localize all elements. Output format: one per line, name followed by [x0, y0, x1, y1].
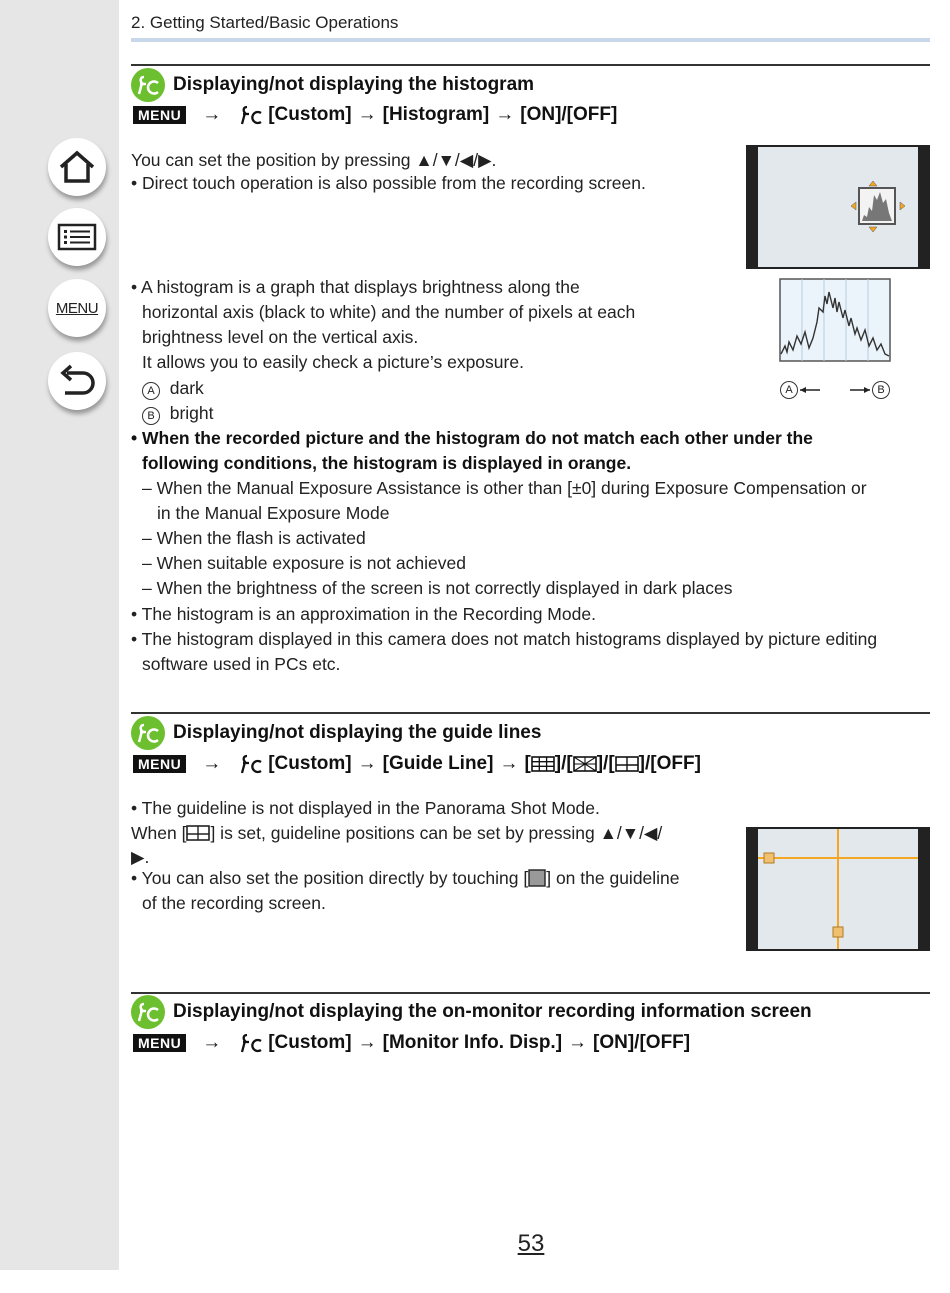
menu-badge: MENU: [133, 1034, 186, 1052]
bullet: • A histogram is a graph that displays brightness along the: [131, 277, 580, 297]
list-icon: [57, 223, 97, 251]
histogram-graph-illustration: [779, 278, 891, 364]
bullet: • Direct touch operation is also possible from the recording screen.: [131, 173, 646, 193]
section-title: Displaying/not displaying the guide lines: [173, 722, 542, 743]
axis-label-b: B: [872, 381, 890, 399]
gray-square-icon: [528, 869, 546, 887]
section-divider: [131, 64, 930, 66]
grid-diagonal-icon: [573, 756, 597, 772]
guide-menu-path: MENU → [Custom] → [Guide Line] → [ ]/[ ]/[ ] /[OFF]: [133, 753, 701, 775]
paragraph: When [ ] is set, guideline positions can be set by pressing ▲/▼/◀/: [131, 823, 663, 843]
paragraph: You can set the position by pressing ▲/▼/◀/▶.: [131, 150, 497, 170]
custom-icon: [239, 105, 263, 125]
contents-button[interactable]: [48, 208, 106, 266]
custom-icon: [239, 1033, 263, 1053]
custom-icon: [239, 754, 263, 774]
text-line: in the Manual Exposure Mode: [157, 503, 390, 523]
condition-item: – When suitable exposure is not achieved: [142, 553, 466, 573]
page-bottom-margin: [0, 1270, 950, 1293]
menu-label: MENU: [55, 299, 99, 317]
page-title: Displaying/not displaying the histogram: [173, 74, 535, 95]
histogram-section-title: [131, 68, 534, 102]
bullet: • You can also set the position directly by touching [ ] on the guideline: [131, 868, 680, 888]
monitor-section-title: [131, 995, 812, 1029]
text-line: software used in PCs etc.: [142, 654, 341, 674]
text-line: brightness level on the vertical axis.: [142, 327, 419, 347]
grid-3x3-icon: [531, 756, 555, 772]
condition-item: – When the flash is activated: [142, 528, 366, 548]
bullet: • The histogram displayed in this camera does not match histograms displayed by picture editing: [131, 629, 878, 649]
bullet: • The guideline is not displayed in the Panorama Shot Mode.: [131, 798, 600, 818]
histogram-menu-path: MENU → [Custom] → [Histogram] → [ON]/[OFF]: [133, 104, 617, 126]
menu-button[interactable]: [48, 279, 106, 337]
custom-menu-icon: [131, 995, 165, 1029]
guideline-illustration: [746, 827, 930, 951]
text-line: It allows you to easily check a picture’s exposure.: [142, 352, 524, 372]
legend-dark: A dark: [142, 376, 204, 401]
legend-bright: B bright: [142, 401, 214, 426]
home-button[interactable]: [48, 138, 106, 196]
section-divider: [131, 992, 930, 994]
custom-menu-icon: [131, 716, 165, 750]
home-icon: [57, 149, 97, 185]
guide-section-title: [131, 716, 541, 750]
axis-arrows: [798, 385, 872, 395]
menu-badge: MENU: [133, 106, 186, 124]
axis-label-a: A: [780, 381, 798, 399]
breadcrumb: 2. Getting Started/Basic Operations: [131, 13, 399, 32]
section-title: Displaying/not displaying the on-monitor recording information screen: [173, 1001, 812, 1022]
section-divider: [131, 712, 930, 714]
condition-item: – When the Manual Exposure Assistance is other than [±0] during Exposure Compensation or: [142, 478, 867, 498]
condition-item: – When the brightness of the screen is not correctly displayed in dark places: [142, 578, 733, 598]
grid-custom-icon: [186, 825, 210, 841]
histogram-axis-labels: [780, 381, 890, 399]
menu-badge: MENU: [133, 755, 186, 773]
page-number: 53: [517, 1230, 545, 1257]
header-divider: [131, 38, 930, 42]
bullet: • The histogram is an approximation in the Recording Mode.: [131, 604, 596, 624]
text-line: ▶.: [131, 847, 150, 867]
back-button[interactable]: [48, 352, 106, 410]
custom-menu-icon: [131, 68, 165, 102]
text-line: following conditions, the histogram is displayed in orange.: [142, 453, 632, 473]
monitor-menu-path: MENU → [Custom] → [Monitor Info. Disp.] → [ON]/[OFF]: [133, 1032, 690, 1054]
text-line: horizontal axis (black to white) and the number of pixels at each: [142, 302, 636, 322]
histogram-position-illustration: [746, 145, 930, 269]
warning-bullet: • When the recorded picture and the histogram do not match each other under the: [131, 428, 813, 448]
grid-custom-icon: [615, 756, 639, 772]
text-line: of the recording screen.: [142, 893, 326, 913]
back-arrow-icon: [57, 364, 97, 398]
